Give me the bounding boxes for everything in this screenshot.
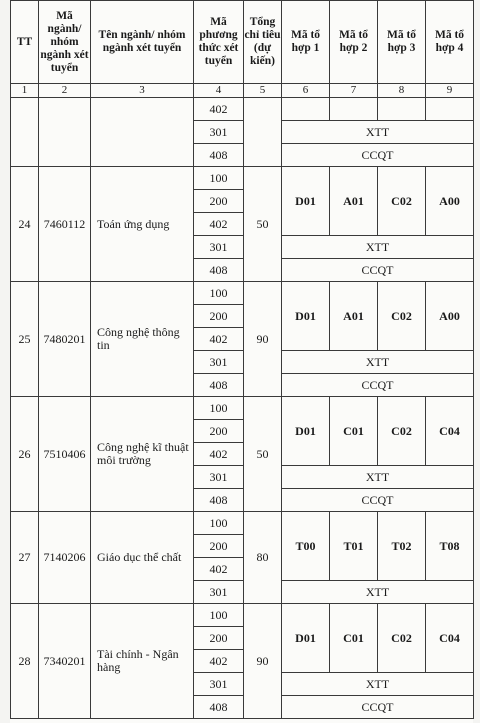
- col-num: 1: [11, 84, 39, 98]
- span-label-cell: CCQT: [282, 489, 474, 512]
- name-cell: Công nghệ kĩ thuật môi trường: [91, 397, 194, 512]
- quota-cell: 80: [244, 512, 282, 604]
- header-tt: TT: [11, 1, 39, 84]
- table-row: [11, 397, 474, 420]
- combo-cell: C04: [426, 397, 474, 466]
- method-cell: 408: [194, 144, 244, 167]
- quota-cell: 90: [244, 604, 282, 719]
- method-cell: 402: [194, 328, 244, 351]
- combo-cell: D01: [282, 604, 330, 673]
- combo-cell: [282, 98, 330, 121]
- method-cell: 100: [194, 512, 244, 535]
- combo-cell: C02: [378, 397, 426, 466]
- name-cell: Giáo dục thể chất: [91, 512, 194, 604]
- code-cell: 7480201: [39, 282, 91, 397]
- quota-cell: [244, 98, 282, 167]
- tt-cell: 26: [11, 397, 39, 512]
- code-cell: 7460112: [39, 167, 91, 282]
- method-cell: 200: [194, 305, 244, 328]
- method-cell: 301: [194, 236, 244, 259]
- tt-cell: 27: [11, 512, 39, 604]
- method-cell: 200: [194, 420, 244, 443]
- header-ma-nganh: Mã ngành/ nhóm ngành xét tuyển: [39, 1, 91, 84]
- combo-cell: C02: [378, 604, 426, 673]
- combo-cell: D01: [282, 282, 330, 351]
- name-cell: Toán ứng dụng: [91, 167, 194, 282]
- code-cell: 7140206: [39, 512, 91, 604]
- table-row: [11, 167, 474, 190]
- combo-cell: D01: [282, 397, 330, 466]
- col-num: 4: [194, 84, 244, 98]
- method-cell: 402: [194, 558, 244, 581]
- span-label-cell: XTT: [282, 673, 474, 696]
- method-cell: 408: [194, 259, 244, 282]
- method-cell: 301: [194, 466, 244, 489]
- span-label-cell: XTT: [282, 121, 474, 144]
- combo-cell: A00: [426, 167, 474, 236]
- name-cell: [91, 98, 194, 167]
- method-cell: 200: [194, 535, 244, 558]
- col-num: 8: [378, 84, 426, 98]
- code-cell: 7510406: [39, 397, 91, 512]
- method-cell: 200: [194, 627, 244, 650]
- col-num: 7: [330, 84, 378, 98]
- combo-cell: A01: [330, 167, 378, 236]
- combo-cell: [330, 98, 378, 121]
- combo-cell: C04: [426, 604, 474, 673]
- header-row: [11, 1, 474, 84]
- combo-cell: A01: [330, 282, 378, 351]
- combo-cell: T01: [330, 512, 378, 581]
- method-cell: 100: [194, 397, 244, 420]
- method-cell: 402: [194, 98, 244, 121]
- span-label-cell: XTT: [282, 581, 474, 604]
- method-cell: 408: [194, 696, 244, 719]
- table-row: [11, 98, 474, 121]
- span-label-cell: CCQT: [282, 144, 474, 167]
- method-cell: 100: [194, 167, 244, 190]
- name-cell: Tài chính - Ngân hàng: [91, 604, 194, 719]
- document-page: [10, 0, 473, 723]
- method-cell: 402: [194, 443, 244, 466]
- col-num: 9: [426, 84, 474, 98]
- span-label-cell: CCQT: [282, 374, 474, 397]
- span-label-cell: XTT: [282, 236, 474, 259]
- method-cell: 301: [194, 673, 244, 696]
- combo-cell: C02: [378, 282, 426, 351]
- name-cell: Công nghệ thông tin: [91, 282, 194, 397]
- method-cell: 301: [194, 121, 244, 144]
- span-label-cell: XTT: [282, 351, 474, 374]
- code-cell: 7340201: [39, 604, 91, 719]
- header-to-hop-2: Mã tổ hợp 2: [330, 1, 378, 84]
- col-num: 6: [282, 84, 330, 98]
- combo-cell: C02: [378, 167, 426, 236]
- col-num: 3: [91, 84, 194, 98]
- code-cell: [39, 98, 91, 167]
- method-cell: 402: [194, 213, 244, 236]
- combo-cell: C01: [330, 604, 378, 673]
- combo-cell: [378, 98, 426, 121]
- method-cell: 408: [194, 374, 244, 397]
- method-cell: 100: [194, 604, 244, 627]
- combo-cell: C01: [330, 397, 378, 466]
- method-cell: 301: [194, 581, 244, 604]
- combo-cell: A00: [426, 282, 474, 351]
- column-number-row: [11, 84, 474, 98]
- col-num: 2: [39, 84, 91, 98]
- method-cell: 301: [194, 351, 244, 374]
- table-row: [11, 604, 474, 627]
- quota-cell: 50: [244, 167, 282, 282]
- method-cell: 402: [194, 650, 244, 673]
- tt-cell: 25: [11, 282, 39, 397]
- combo-cell: D01: [282, 167, 330, 236]
- combo-cell: T02: [378, 512, 426, 581]
- col-num: 5: [244, 84, 282, 98]
- combo-cell: T08: [426, 512, 474, 581]
- header-ma-phuong-thuc: Mã phương thức xét tuyển: [194, 1, 244, 84]
- combo-cell: T00: [282, 512, 330, 581]
- tt-cell: 28: [11, 604, 39, 719]
- header-to-hop-1: Mã tổ hợp 1: [282, 1, 330, 84]
- header-to-hop-4: Mã tổ hợp 4: [426, 1, 474, 84]
- tt-cell: [11, 98, 39, 167]
- admission-table: [10, 0, 474, 719]
- combo-cell: [426, 98, 474, 121]
- header-ten-nganh: Tên ngành/ nhóm ngành xét tuyển: [91, 1, 194, 84]
- header-tong-chi-tieu: Tổng chỉ tiêu (dự kiến): [244, 1, 282, 84]
- header-to-hop-3: Mã tổ hợp 3: [378, 1, 426, 84]
- quota-cell: 50: [244, 397, 282, 512]
- method-cell: 200: [194, 190, 244, 213]
- span-label-cell: XTT: [282, 466, 474, 489]
- method-cell: 408: [194, 489, 244, 512]
- span-label-cell: CCQT: [282, 259, 474, 282]
- table-row: [11, 512, 474, 535]
- table-row: [11, 282, 474, 305]
- span-label-cell: CCQT: [282, 696, 474, 719]
- method-cell: 100: [194, 282, 244, 305]
- quota-cell: 90: [244, 282, 282, 397]
- tt-cell: 24: [11, 167, 39, 282]
